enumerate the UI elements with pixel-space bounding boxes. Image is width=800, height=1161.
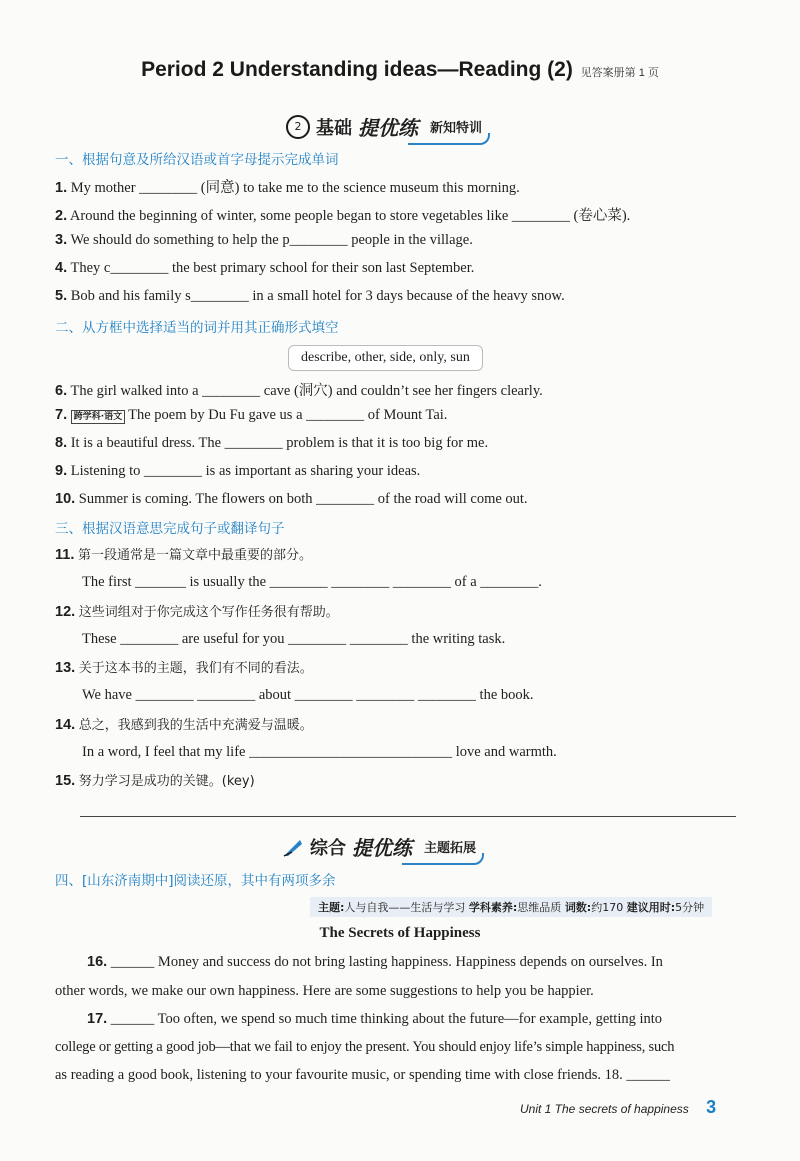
banner-accent: 提优练: [352, 836, 412, 860]
question-2: [55, 204, 630, 225]
banner-swoosh: [408, 133, 490, 145]
footer-unit: Unit 1 The secrets of happiness: [520, 1102, 689, 1116]
q-num: 11.: [55, 547, 75, 563]
question-5: [55, 288, 565, 305]
banner-sub: 新知特训: [430, 121, 483, 136]
question-12: [55, 601, 339, 621]
question-10: [55, 491, 528, 508]
q-text: The girl walked into a ________ cave (洞穴) and couldn’t see her fingers clearly.: [70, 383, 543, 399]
meta-time: 5分钟: [675, 901, 705, 914]
title-text: Period 2 Understanding ideas—Reading (2): [141, 58, 573, 81]
q-text: Listening to ________ is as important as sharing your ideas.: [70, 463, 421, 479]
question-8: [55, 435, 488, 452]
q-num: 10.: [55, 491, 76, 507]
cross-subject-tag: 跨学科·语文: [71, 410, 125, 424]
q-num: 13.: [55, 660, 76, 676]
q-text: Summer is coming. The flowers on both ________ of the road will come out.: [78, 491, 528, 507]
q-num: 16.: [87, 954, 108, 970]
q-text: It is a beautiful dress. The ________ problem is that it is too big for me.: [70, 435, 489, 451]
paragraph-17-line-1: [87, 1011, 662, 1028]
q-num: 14.: [55, 717, 76, 733]
q-chinese: 第一段通常是一篇文章中最重要的部分。: [77, 548, 312, 563]
paragraph-17-line-2: college or getting a good job—that we fail to enjoy the present. You should enjoy life’s simple happiness, such: [55, 1039, 675, 1055]
section-4-heading: 四、[山东济南期中]阅读还原，其中有两项多余: [55, 873, 336, 889]
q-num: 4.: [55, 260, 68, 276]
q-text: The poem by Du Fu gave us a ________ of Mount Tai.: [128, 407, 448, 423]
word-box: describe, other, side, only, sun: [288, 345, 483, 371]
page-footer: [520, 1097, 716, 1118]
question-4: [55, 260, 474, 277]
question-3: [55, 232, 473, 249]
q-num: 8.: [55, 435, 68, 451]
meta-literacy: 思维品质: [517, 901, 562, 914]
answer-line-13: We have ________ ________ about ________ ________ ________ the book.: [82, 687, 534, 703]
para-text: ______ Too often, we spend so much time thinking about the future—for example, getting into: [110, 1011, 663, 1027]
q-chinese: 这些词组对于你完成这个写作任务很有帮助。: [78, 605, 339, 620]
section-3-heading: 三、根据汉语意思完成句子或翻译句子: [55, 521, 285, 537]
paragraph-16-line-2: other words, we make our own happiness. Here are some suggestions to help you be happier.: [55, 983, 594, 999]
meta-theme: 人与自我——生活与学习: [344, 901, 466, 914]
q-num: 3.: [55, 232, 68, 248]
q-text: My mother ________ (同意) to take me to the science museum this morning.: [70, 180, 520, 196]
answer-rule-15: [80, 816, 736, 817]
para-text: ______ Money and success do not bring lasting happiness. Happiness depends on ourselves. In: [110, 954, 663, 970]
q-num: 7.: [55, 407, 68, 423]
q-num: 12.: [55, 604, 76, 620]
page-number: 3: [706, 1097, 717, 1117]
meta-theme-label: 主题:: [318, 901, 345, 914]
question-1: [55, 176, 520, 197]
question-13: [55, 657, 313, 677]
question-9: [55, 463, 420, 480]
meta-words: 约170: [591, 901, 624, 914]
q-text: Around the beginning of winter, some people began to store vegetables like ________ (卷心菜).: [69, 208, 631, 224]
passage-title: The Secrets of Happiness: [319, 925, 481, 941]
q-text: They c________ the best primary school for their son last September.: [70, 260, 475, 276]
banner-sub: 主题拓展: [424, 841, 477, 856]
refresh-icon: 2: [286, 115, 310, 139]
question-15: [55, 770, 255, 790]
passage-meta: [310, 897, 712, 917]
meta-time-label: 建议用时:: [626, 901, 676, 914]
banner-swoosh: [402, 853, 484, 865]
page-title: [0, 58, 800, 82]
question-7: [55, 407, 447, 424]
meta-words-label: 词数:: [564, 901, 592, 914]
question-11: [55, 544, 312, 564]
answer-line-12: These ________ are useful for you ________ ________ the writing task.: [82, 631, 506, 647]
question-6: [55, 379, 543, 400]
q-num: 6.: [55, 383, 68, 399]
paragraph-17-line-3: as reading a good book, listening to your favourite music, or spending time with close friends. 18. ______: [55, 1067, 670, 1083]
quill-icon: [282, 838, 304, 856]
q-num: 1.: [55, 180, 68, 196]
meta-literacy-label: 学科素养:: [468, 901, 518, 914]
banner-main: 基础: [316, 117, 352, 139]
q-num: 15.: [55, 773, 76, 789]
q-num: 5.: [55, 288, 68, 304]
section-1-heading: 一、根据句意及所给汉语或首字母提示完成单词: [55, 152, 339, 168]
answer-reference: 见答案册第 1 页: [580, 67, 659, 79]
section-2-heading: 二、从方框中选择适当的词并用其正确形式填空: [55, 320, 339, 336]
paragraph-16-line-1: [87, 954, 663, 971]
q-chinese: 努力学习是成功的关键。(key): [78, 774, 255, 789]
banner-accent: 提优练: [358, 116, 418, 140]
q-text: Bob and his family s________ in a small hotel for 3 days because of the heavy snow.: [70, 288, 565, 304]
q-chinese: 总之，我感到我的生活中充满爱与温暖。: [78, 718, 313, 733]
q-num: 9.: [55, 463, 68, 479]
banner-main: 综合: [310, 837, 346, 859]
q-num: 17.: [87, 1011, 108, 1027]
answer-line-11: The first _______ is usually the ________ ________ ________ of a ________.: [82, 574, 542, 590]
q-chinese: 关于这本书的主题，我们有不同的看法。: [78, 661, 313, 676]
question-14: [55, 714, 313, 734]
q-num: 2.: [55, 208, 68, 224]
answer-line-14: In a word, I feel that my life ____________________________ love and warmth.: [82, 744, 557, 760]
q-text: We should do something to help the p________ people in the village.: [70, 232, 473, 248]
section-banner-comprehensive: [282, 832, 476, 861]
section-banner-basic: [286, 112, 482, 141]
